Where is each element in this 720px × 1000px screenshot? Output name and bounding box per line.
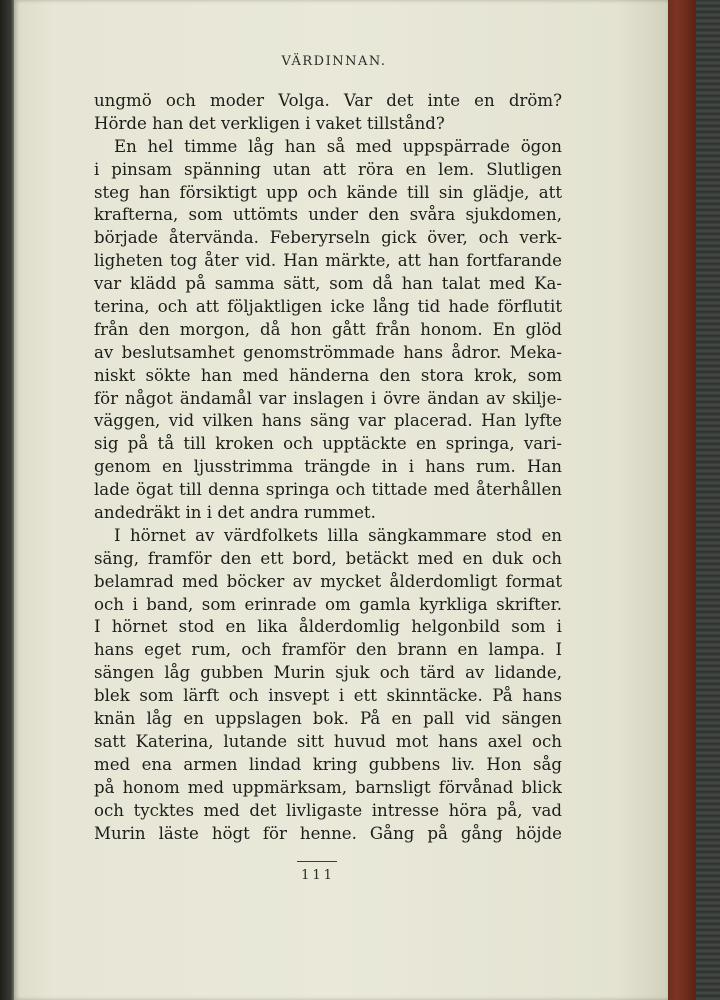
text-line: En hel timme låg han så med uppspärrade ögon — [114, 136, 562, 156]
text-line: sängen låg gubben Murin sjuk och tärd av lidande, — [94, 663, 562, 683]
text-line: började återvända. Feberyrseln gick över, och verk- — [94, 228, 562, 248]
text-line: med ena armen lindad kring gubbens liv. Hon såg — [94, 754, 562, 774]
book-cover-edge — [664, 0, 696, 1000]
text-line: från den morgon, då hon gått från honom. En glöd — [94, 319, 562, 339]
text-line: blek som lärft och insvept i ett skinntäcke. På hans — [94, 686, 562, 706]
text-line: ungmö och moder Volga. Var det inte en dröm? — [94, 91, 562, 110]
text-line: lade ögat till denna springa och tittade med återhållen — [94, 480, 562, 500]
text-line: terina, och att följaktligen icke lång tid hade förflutit — [94, 297, 562, 317]
text-line: för något ändamål var inslagen i övre ändan av skilje- — [94, 388, 562, 408]
text-line: i pinsam spänning utan att röra en lem. Slutligen — [94, 159, 562, 179]
text-line: knän låg en uppslagen bok. På en pall vid sängen — [94, 709, 562, 729]
text-line: hans eget rum, och framför den brann en lampa. I — [94, 640, 562, 660]
page-number: 111 — [301, 868, 335, 883]
text-line: Murin läste högt för henne. Gång på gång höjde — [94, 823, 562, 843]
text-line: I hörnet stod en lika ålderdomlig helgonbild som i — [94, 617, 562, 637]
text-line: säng, framför den ett bord, betäckt med en duk och — [94, 548, 562, 568]
text-line: krafterna, som uttömts under den svåra sjukdomen, — [94, 205, 562, 225]
text-line: på honom med uppmärksam, barnsligt förvånad blick — [94, 777, 562, 797]
text-line: andedräkt in i det andra rummet. — [94, 503, 376, 523]
text-line: ligheten tog åter vid. Han märkte, att han fortfarande — [94, 251, 562, 271]
text-line: väggen, vid vilken hans säng var placerad. Han lyfte — [94, 411, 562, 431]
text-line: niskt sökte han med händerna den stora krok, som — [94, 365, 562, 385]
folio-rule — [297, 861, 337, 862]
running-head: VÄRDINNAN. — [281, 54, 387, 69]
text-line: I hörnet av värdfolkets lilla sängkammare stod en — [114, 525, 562, 545]
text-line: steg han försiktigt upp och kände till sin glädje, att — [94, 182, 562, 202]
text-line: Hörde han det verkligen i vaket tillstånd? — [94, 113, 445, 133]
text-line: och tycktes med det livligaste intresse höra på, vad — [94, 800, 562, 820]
text-line: av beslutsamhet genomströmmade hans ådror. Meka- — [94, 342, 562, 362]
book-page — [14, 0, 668, 1000]
text-line: var klädd på samma sätt, som då han talat med Ka- — [94, 274, 562, 294]
text-line: och i band, som erinrade om gamla kyrkliga skrifter. — [94, 594, 562, 614]
body-text — [94, 90, 562, 845]
text-line: sig på tå till kroken och upptäckte en springa, vari- — [94, 434, 562, 454]
text-line: belamrad med böcker av mycket ålderdomligt format — [94, 571, 562, 591]
text-line: genom en ljusstrimma trängde in i hans rum. Han — [94, 457, 562, 477]
text-line: satt Katerina, lutande sitt huvud mot hans axel och — [94, 731, 562, 751]
